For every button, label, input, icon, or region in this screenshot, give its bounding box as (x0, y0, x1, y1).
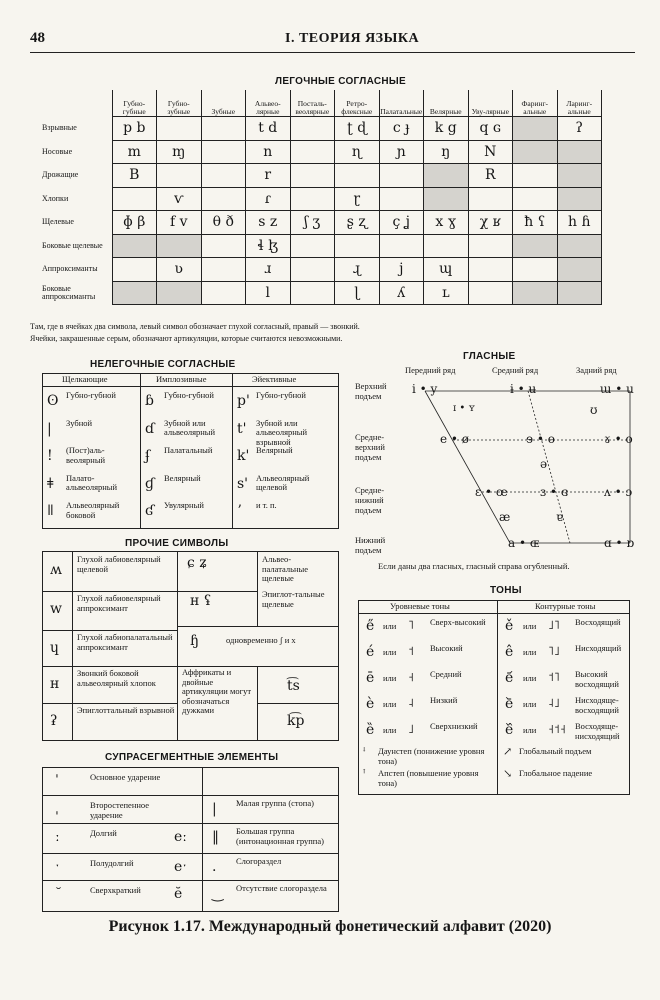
np-header-implosives: Имплозивные (156, 374, 207, 384)
tone-or: или (523, 647, 537, 657)
pulmonic-row-label: Дрожащие (42, 170, 79, 180)
header-rule (30, 52, 635, 53)
nonpulmonic-title: НЕЛЕГОЧНЫЕ СОГЛАСНЫЕ (90, 359, 236, 370)
pulmonic-cell (290, 117, 335, 141)
vowel-mid-close: ɘ • ɵ (526, 432, 556, 446)
tone-contour-symbol: ě (505, 618, 514, 634)
vowel-back-close: ɤ • o (604, 432, 633, 446)
pulmonic-cell (201, 187, 246, 211)
other-symbol: ɥ (50, 640, 60, 656)
tone-level-label: Средний (430, 669, 462, 679)
pulmonic-cell: t d (246, 117, 291, 141)
vowel-turned-a: ɐ (556, 510, 564, 524)
vowel-col-central: Средний ряд (492, 365, 539, 375)
other-divider-5 (177, 666, 178, 740)
supra-row-rule (42, 795, 339, 796)
suprasegmental-title: СУПРАСЕГМЕНТНЫЕ ЭЛЕМЕНТЫ (105, 752, 279, 763)
pulmonic-cell (201, 117, 246, 141)
vowel-row-open: Нижний подъем (355, 535, 386, 555)
pulmonic-cell (157, 281, 202, 305)
supra-right-symbol: | (212, 801, 217, 817)
tone-level-label: Сверх-высокий (430, 617, 486, 627)
pulmonic-cell (112, 187, 157, 211)
tone-extra-symbol: ↘ (503, 767, 513, 780)
pulmonic-cell (468, 281, 513, 305)
tone-contour-bar: ˨˩ (548, 696, 560, 710)
tone-contour-bar: ˦˥ (548, 670, 560, 684)
other-pair-alveolopalatal: ɕ ʑ (187, 555, 208, 571)
tone-extra-label: Глобальное падение (519, 768, 593, 778)
pulmonic-cell: f v (157, 211, 202, 235)
tones-title: ТОНЫ (490, 585, 522, 596)
vowel-mid-open: ɜ • ɞ (540, 485, 569, 499)
other-row-rule (42, 703, 177, 704)
supra-label: Полудолгий (90, 858, 134, 868)
pulmonic-row (42, 117, 602, 141)
pulmonic-cell: ʃ ʒ (290, 211, 335, 235)
pulmonic-col-header: Велярные (424, 90, 469, 117)
pulmonic-cell (424, 234, 469, 258)
pulmonic-cell: ɰ (424, 258, 469, 282)
tone-level-bar: ˦ (408, 644, 414, 658)
pulmonic-cell: r (246, 164, 291, 188)
tone-or: или (383, 725, 397, 735)
pulmonic-row-label: Взрывные (42, 123, 77, 133)
pulmonic-cell (557, 187, 602, 211)
np-label: Зубной или альвеолярный взрывной (256, 417, 308, 447)
pulmonic-cell: ħ ʕ (513, 211, 558, 235)
pulmonic-cell: ɱ (157, 140, 202, 164)
pulmonic-row-label: Аппроксиманты (42, 264, 98, 274)
pulmonic-cell: ɽ (335, 187, 380, 211)
np-symbol: | (47, 420, 52, 437)
other-divider-3 (257, 551, 258, 626)
tone-level-symbol: e̋ (366, 618, 375, 634)
pulmonic-cell: k g (424, 117, 469, 141)
np-header-clicks: Щелкающие (62, 374, 108, 384)
other-mid-rule (257, 703, 338, 704)
tone-contour-symbol: ê (505, 644, 514, 660)
pulmonic-row-label: Боковые щелевые (42, 240, 103, 250)
other-divider-2 (177, 551, 178, 666)
pulmonic-cell (290, 164, 335, 188)
tone-level-bar: ˩ (408, 722, 414, 736)
tone-contour-label: Восходящий (575, 617, 621, 627)
pulmonic-cell (290, 281, 335, 305)
supra-right-symbol: ‿ (212, 886, 224, 902)
pulmonic-cell: h ɦ (557, 211, 602, 235)
tone-or: или (383, 673, 397, 683)
np-label: Зубной (66, 417, 93, 428)
tone-contour-symbol: e᷄ (505, 670, 514, 686)
other-label: Эпиглоттальный взрывной (77, 705, 175, 715)
vowel-note: Если даны два гласных, гласный справа огубленный. (378, 561, 570, 571)
other-symbol: ʜ (50, 676, 60, 692)
np-divider-1 (140, 373, 141, 528)
other-ts: t͡s (287, 678, 300, 694)
pulmonic-cell: ç ʝ (379, 211, 424, 235)
np-divider-2 (232, 373, 233, 528)
other-label: Глухой лабиовелярный аппроксимант (77, 593, 161, 613)
pulmonic-cell (335, 164, 380, 188)
tone-contour-label: Нисходящий (575, 643, 622, 653)
supra-symbol: ˈ (55, 773, 59, 789)
pulmonic-col-header: Ларинг-альные (557, 90, 602, 117)
pulmonic-cell: c ɟ (379, 117, 424, 141)
pulmonic-cell: N (468, 140, 513, 164)
supra-right-symbol: . (212, 859, 217, 875)
np-symbol: ǁ (47, 503, 54, 519)
np-label: Альвеолярный щелевой (256, 472, 310, 492)
tone-contour-label: Нисходяще-восходящий (575, 695, 619, 715)
pulmonic-cell (468, 187, 513, 211)
tone-level-symbol: è (366, 696, 375, 712)
tone-extra-label: Даунстеп (понижение уровня тона) (378, 746, 485, 766)
pulmonic-col-header: Альвео-лярные (246, 90, 291, 117)
np-symbol: ! (47, 448, 53, 464)
np-symbol: ǂ (47, 475, 54, 492)
pulmonic-cell: ʎ (379, 281, 424, 305)
pulmonic-cell (424, 187, 469, 211)
np-symbol: ʛ (145, 503, 155, 519)
pulmonic-cell (379, 164, 424, 188)
tone-or: или (383, 699, 397, 709)
supra-label: Сверхкраткий (90, 885, 141, 895)
tones-level-header: Уровневые тоны (390, 601, 450, 611)
supra-divider (202, 767, 203, 911)
supra-row-rule (42, 853, 339, 854)
np-label: Палато-альвеолярный (66, 472, 118, 492)
tone-extra-symbol: ꜜ (362, 745, 367, 758)
supra-example: ĕ (174, 886, 183, 902)
pulmonic-cell (379, 234, 424, 258)
pulmonic-cell (557, 234, 602, 258)
supra-symbol: ˑ (55, 859, 60, 875)
tone-extra-label: Апстеп (повышение уровня тона) (378, 768, 479, 788)
pulmonic-row (42, 281, 602, 305)
pulmonic-col-header: Губно-губные (112, 90, 157, 117)
pulmonic-cell: l (246, 281, 291, 305)
pulmonic-row-label: Хлопки (42, 193, 69, 203)
pulmonic-cell (513, 281, 558, 305)
pulmonic-cell (112, 281, 157, 305)
vowel-e-o: e • ø (440, 432, 470, 446)
pulmonic-cell: ɾ (246, 187, 291, 211)
vowel-ae: æ (499, 510, 511, 524)
pulmonic-cell: ʈ ɖ (335, 117, 380, 141)
other-symbol: ʡ (50, 713, 58, 729)
tone-contour-symbol: e᷈ (505, 722, 514, 738)
other-simultaneous: одновременно ʃ и x (226, 635, 296, 645)
np-symbol: ʼ (237, 503, 242, 519)
vowel-row-openmid: Средне-нижний подъем (355, 485, 385, 515)
supra-example: eː (174, 829, 188, 845)
pulmonic-cell: χ ʁ (468, 211, 513, 235)
np-header-rule (42, 386, 339, 387)
supra-example: eˑ (174, 859, 188, 875)
pulmonic-row (42, 164, 602, 188)
np-label: Велярный (256, 445, 293, 455)
pulmonic-cell (424, 164, 469, 188)
other-row-rule (42, 630, 177, 631)
tone-or: или (383, 621, 397, 631)
supra-symbol: ˘ (55, 886, 62, 902)
pulmonic-cell (513, 117, 558, 141)
pulmonic-cell (112, 258, 157, 282)
tones-divider (497, 600, 498, 794)
np-symbol: ɗ (145, 420, 155, 437)
pulmonic-cell: p b (112, 117, 157, 141)
pulmonic-cell: ɬ ɮ (246, 234, 291, 258)
supra-right-label: Малая группа (стопа) (236, 798, 314, 808)
other-divider-1 (72, 551, 73, 740)
pulmonic-row-label: Боковые аппроксиманты (42, 283, 96, 301)
supra-label: Второстепенное ударение (90, 800, 150, 820)
np-label: (Пост)аль-веолярный (66, 445, 106, 465)
vowel-row-close: Верхний подъем (355, 381, 387, 401)
other-mid-rule (177, 626, 338, 627)
pulmonic-table (42, 90, 602, 305)
vowel-row-closemid: Средне-верхний подъем (355, 432, 385, 462)
other-row-rule (42, 591, 177, 592)
tone-extra-label: Глобальный подъем (519, 746, 592, 756)
pulmonic-cell: ʔ (557, 117, 602, 141)
vowel-i-y: i • y (412, 382, 438, 396)
np-label: Губно-губной (66, 390, 116, 400)
tone-contour-symbol: e᷅ (505, 696, 514, 712)
pulmonic-col-header: Губно-зубные (157, 90, 202, 117)
tone-extra-symbol: ↗ (503, 745, 513, 758)
supra-right-label: Большая группа (интонационная группа) (236, 826, 324, 846)
pulmonic-cell (201, 140, 246, 164)
tone-level-symbol: ē (366, 670, 375, 686)
vowel-trapezoid (340, 375, 640, 555)
other-symbol: w (50, 601, 62, 617)
supra-symbol: ː (55, 829, 60, 845)
pulmonic-cell (513, 140, 558, 164)
tone-or: или (383, 647, 397, 657)
np-symbol: ʘ (47, 393, 59, 409)
pulmonic-cell: ɳ (335, 140, 380, 164)
vowels-title: ГЛАСНЫЕ (463, 351, 516, 362)
pulmonic-cell: R (468, 164, 513, 188)
pulmonic-cell (201, 164, 246, 188)
other-mid-rule (177, 591, 257, 592)
pulmonic-cell (112, 234, 157, 258)
np-label: Велярный (164, 472, 201, 483)
tone-contour-bar: ˥˩ (548, 644, 560, 658)
pulmonic-cell: ⱱ (157, 187, 202, 211)
pulmonic-cell: ŋ (424, 140, 469, 164)
vowel-back-low: ɑ • ɒ (604, 536, 635, 550)
np-symbol: k' (237, 448, 250, 464)
other-heng: ɧ (190, 633, 200, 649)
pulmonic-note-2: Ячейки, закрашенные серым, обозначают артикуляции, которые считаются невозможными. (30, 334, 343, 343)
pulmonic-col-header: Палатальные (379, 90, 424, 117)
supra-right-label: Слогораздел (236, 856, 282, 866)
pulmonic-cell: m (112, 140, 157, 164)
pulmonic-cell (201, 234, 246, 258)
chapter-title: I. ТЕОРИЯ ЯЗЫКА (285, 31, 420, 46)
pulmonic-note-1: Там, где в ячейках два символа, левый символ обозначает глухой согласный, правый — звонкий. (30, 322, 360, 331)
vowel-col-back: Задний ряд (576, 365, 617, 375)
pulmonic-cell: q ɢ (468, 117, 513, 141)
other-title: ПРОЧИЕ СИМВОЛЫ (125, 538, 229, 549)
pulmonic-cell: ɻ (335, 258, 380, 282)
tone-contour-bar: ˧˦˧ (548, 722, 566, 736)
pulmonic-cell (290, 234, 335, 258)
pulmonic-cell (468, 258, 513, 282)
tone-level-bar: ˨ (408, 696, 414, 710)
pulmonic-row (42, 258, 602, 282)
pulmonic-row-label: Щелевые (42, 217, 74, 227)
pulmonic-cell (201, 258, 246, 282)
other-kp: k͡p (287, 713, 305, 729)
figure-caption: Рисунок 1.17. Международный фонетический алфавит (2020) (108, 918, 552, 935)
tones-contour-header: Контурные тоны (535, 601, 596, 611)
tone-contour-label: Восходяще-нисходящий (575, 721, 620, 741)
pulmonic-cell: ʟ (424, 281, 469, 305)
pulmonic-cell (157, 164, 202, 188)
supra-right-label: Отсутствие слогораздела (236, 883, 327, 893)
other-pair-epiglottal: ʜ ʢ (190, 593, 212, 609)
pulmonic-cell (379, 187, 424, 211)
supra-symbol: ˌ (55, 801, 59, 817)
tone-level-label: Высокий (430, 643, 463, 653)
pulmonic-cell: ɹ (246, 258, 291, 282)
vowel-barred-i-u: ɨ • ʉ (510, 382, 537, 396)
tone-contour-bar: ˩˥ (548, 618, 560, 632)
vowel-back-open: ʌ • ɔ (604, 485, 633, 499)
pulmonic-cell (513, 258, 558, 282)
np-label: Губно-губной (164, 390, 214, 400)
tone-extra-symbol: ꜛ (362, 767, 367, 780)
vowel-w-u: ɯ • u (600, 382, 634, 396)
tone-level-symbol: ȅ (366, 722, 375, 738)
pulmonic-cell: x ɣ (424, 211, 469, 235)
pulmonic-cell (290, 258, 335, 282)
supra-label: Основное ударение (90, 772, 161, 782)
other-symbol: ʍ (50, 562, 62, 578)
pulmonic-cell: ʂ ʐ (335, 211, 380, 235)
other-desc-alveolopalatal: Альвео-палатальные щелевые (262, 554, 309, 583)
pulmonic-cell: ʋ (157, 258, 202, 282)
pulmonic-cell (557, 281, 602, 305)
np-label: Палатальный (164, 445, 213, 455)
pulmonic-cell (335, 234, 380, 258)
tone-or: или (523, 699, 537, 709)
pulmonic-cell (157, 234, 202, 258)
pulmonic-title: ЛЕГОЧНЫЕ СОГЛАСНЫЕ (275, 76, 406, 87)
pulmonic-cell: ɭ (335, 281, 380, 305)
pulmonic-cell (557, 164, 602, 188)
vowel-upsilon: ʊ (590, 403, 598, 417)
pulmonic-cell (290, 187, 335, 211)
vowel-col-front: Передний ряд (405, 365, 456, 375)
vowel-a-oe: a • ɶ (508, 536, 540, 550)
tone-or: или (523, 725, 537, 735)
corner (42, 90, 112, 117)
pulmonic-row (42, 211, 602, 235)
pulmonic-cell (290, 140, 335, 164)
other-desc-epiglottal: Эпиглот-тальные щелевые (262, 589, 325, 609)
np-label: и т. п. (256, 500, 277, 510)
pulmonic-cell: j (379, 258, 424, 282)
np-label: Губно-губной (256, 390, 306, 400)
pulmonic-cell (557, 258, 602, 282)
tone-or: или (523, 673, 537, 683)
np-header-ejectives: Эйективные (252, 374, 297, 384)
pulmonic-cell: n (246, 140, 291, 164)
supra-label: Долгий (90, 828, 117, 838)
np-symbol: t' (237, 420, 247, 437)
tone-or: или (523, 621, 537, 631)
pulmonic-row-label: Носовые (42, 146, 73, 156)
tone-level-symbol: é (366, 644, 375, 660)
pulmonic-cell: θ ð (201, 211, 246, 235)
pulmonic-cell: B (112, 164, 157, 188)
pulmonic-cell: ɲ (379, 140, 424, 164)
tone-level-label: Сверхнизкий (430, 721, 478, 731)
pulmonic-row (42, 140, 602, 164)
pulmonic-col-header: Уву-лярные (468, 90, 513, 117)
pulmonic-cell (157, 117, 202, 141)
pulmonic-cell: ɸ β (112, 211, 157, 235)
supra-right-symbol: ‖ (212, 829, 219, 845)
np-label: Альвеолярный боковой (66, 500, 120, 520)
other-label: Глухой лабиовелярный щелевой (77, 554, 161, 574)
np-symbol: ɠ (145, 475, 155, 492)
tones-header-rule (358, 613, 630, 614)
np-symbol: ʄ (145, 448, 151, 464)
np-symbol: p' (237, 393, 250, 409)
pulmonic-row (42, 187, 602, 211)
page-number: 48 (30, 30, 45, 46)
pulmonic-col-header: Зубные (201, 90, 246, 117)
tone-level-bar: ˧ (408, 670, 414, 684)
supra-row-rule (42, 880, 339, 881)
pulmonic-col-header: Ретро-флексные (335, 90, 380, 117)
other-row-rule (42, 666, 177, 667)
vowel-I-Y: ɪ • ʏ (453, 403, 476, 414)
pulmonic-cell: s z (246, 211, 291, 235)
pulmonic-cell (468, 234, 513, 258)
np-symbol: s' (237, 475, 249, 492)
other-affricate-text: Аффрикаты и двойные артикуляции могут обозначаться дужками (182, 667, 252, 715)
tone-contour-label: Высокий восходящий (575, 669, 619, 689)
pulmonic-col-header: Фаринг-альные (513, 90, 558, 117)
tone-level-label: Низкий (430, 695, 458, 705)
pulmonic-cell (513, 234, 558, 258)
pulmonic-cell (557, 140, 602, 164)
other-label: Звонкий боковой альвеолярный хлопок (77, 668, 156, 688)
tone-level-bar: ˥ (408, 618, 414, 632)
pulmonic-cell (513, 164, 558, 188)
np-label: Увулярный (164, 500, 204, 510)
pulmonic-col-header: Посталь-веолярные (290, 90, 335, 117)
pulmonic-row (42, 234, 602, 258)
np-symbol: ɓ (145, 393, 154, 409)
other-label: Глухой лабиопалатальный аппроксимант (77, 632, 173, 652)
vowel-schwa: ə (540, 457, 548, 471)
pulmonic-cell (201, 281, 246, 305)
np-label: Зубной или альвеолярный (164, 417, 216, 437)
vowel-open-e: ɛ • œ (475, 485, 508, 499)
supra-row-rule (42, 823, 339, 824)
pulmonic-cell (513, 187, 558, 211)
